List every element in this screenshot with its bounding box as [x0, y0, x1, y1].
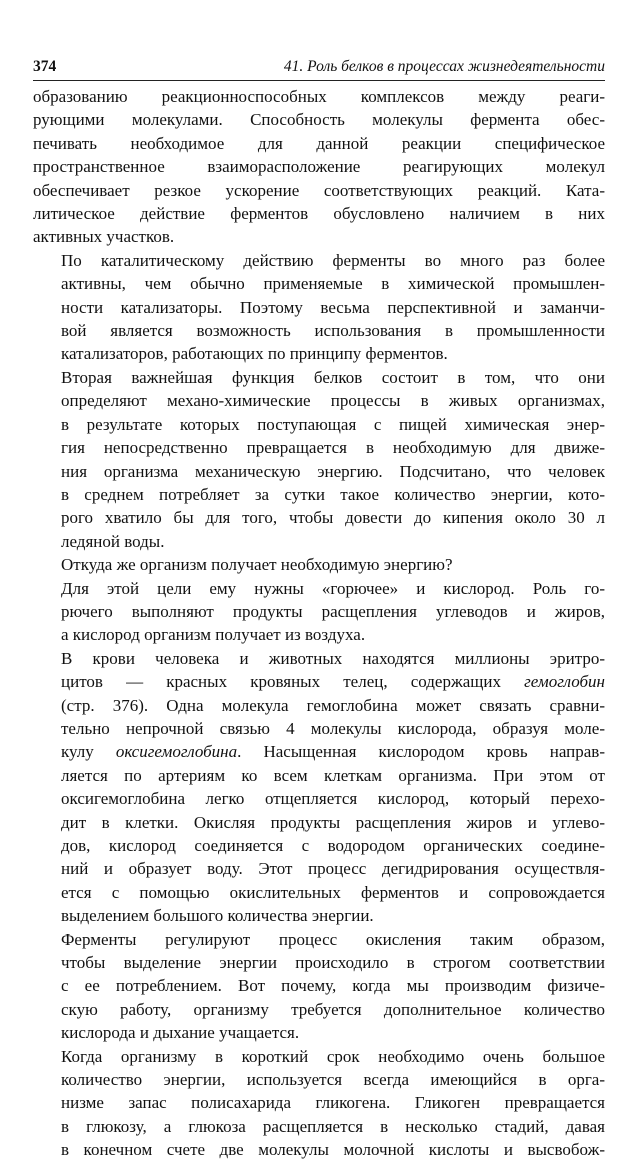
text-line [33, 834, 605, 857]
text-line [33, 179, 605, 202]
text-run: рючего выполняют продукты расщепления углеводов и жиров, [61, 601, 605, 621]
text-line [33, 553, 605, 576]
text-run: в глюкозу, а глюкоза расщепляется в несколько стадий, давая [61, 1116, 605, 1136]
paragraph [33, 85, 605, 249]
paragraph [33, 366, 605, 553]
text-line [33, 1021, 605, 1044]
text-run: Ферменты регулируют процесс окисления таким образом, [61, 929, 605, 949]
text-run: катализаторов, работающих по принципу ферментов. [61, 344, 448, 364]
running-title: 41. Роль белков в процессах жизнедеятельности [283, 58, 605, 75]
text-line [33, 647, 605, 670]
text-line [33, 1068, 605, 1091]
text-line [33, 249, 605, 272]
text-line [33, 155, 605, 178]
text-line [33, 577, 605, 600]
text-line [33, 694, 605, 717]
text-line [33, 132, 605, 155]
text-run: количество энергии, используется всегда имеющийся в орга- [61, 1070, 605, 1090]
text-line [33, 623, 605, 646]
text-line [33, 483, 605, 506]
text-line [33, 506, 605, 529]
paragraph [33, 928, 605, 1045]
text-line [33, 974, 605, 997]
page-number: 374 [33, 58, 57, 75]
text-line [33, 1115, 605, 1138]
text-line [33, 740, 605, 763]
text-line [33, 998, 605, 1021]
text-line [33, 319, 605, 342]
text-run: дов, кислород соединяется с водородом органических соедине- [61, 836, 605, 855]
paragraph [33, 1045, 605, 1162]
text-line [33, 342, 605, 365]
text-line [33, 951, 605, 974]
text-line [33, 857, 605, 880]
text-run: (стр. 376). Одна молекула гемоглобина может связать сравни- [61, 695, 605, 715]
page-header [33, 56, 605, 81]
text-run: активны, чем обычно применяемые в химической промышлен- [61, 274, 605, 294]
text-run: вой является возможность использования в промышленности [61, 321, 605, 341]
text-run: Для этой цели ему нужны «горючее» и кислород. Роль го- [61, 578, 605, 598]
text-line [33, 296, 605, 319]
text-run: образованию реакционноспособных комплексов между реаги- [33, 87, 605, 106]
paragraph [33, 647, 605, 928]
text-run: в среднем потребляет за сутки такое количество энергии, кото- [61, 484, 605, 504]
text-line [33, 225, 605, 248]
text-run: ний и образует воду. Этот процесс дегидрирования осуществля- [61, 859, 605, 879]
text-run: литическое действие ферментов обусловлено наличием в них [33, 204, 605, 224]
italic-term: оксигемоглобина [115, 742, 238, 762]
text-run: в конечном счете две молекулы молочной кислоты и высвобож- [61, 1140, 605, 1160]
text-run: печивать необходимое для данной реакции специфическое [33, 133, 605, 153]
text-line [33, 1091, 605, 1114]
text-run: ния организма механическую энергию. Подсчитано, что человек [61, 461, 605, 481]
text-line [33, 413, 605, 436]
text-line [33, 272, 605, 295]
italic-term: гемоглобин [524, 672, 605, 692]
text-run: ности катализаторы. Поэтому весьма перспективной и заманчи- [61, 297, 605, 317]
text-line [33, 670, 605, 693]
text-run: В крови человека и животных находятся миллионы эритро- [61, 648, 605, 668]
text-line [33, 717, 605, 740]
text-run: скую работу, организму требуется дополнительное количество [61, 999, 605, 1019]
text-run: активных участков. [33, 227, 175, 247]
text-run: . Насыщенная кислородом кровь направ- [237, 742, 605, 762]
text-line [33, 1045, 605, 1068]
text-line [33, 904, 605, 927]
text-run: с ее потреблением. Вот почему, когда мы производим физиче- [61, 976, 605, 996]
text-run: определяют механо-химические процессы в живых организмах, [61, 391, 605, 411]
text-run: обеспечивает резкое ускорение соответствующих реакций. Ката- [33, 180, 605, 200]
text-run: тельно непрочной связью 4 молекулы кислорода, образуя моле- [61, 718, 605, 738]
text-line [33, 85, 605, 108]
text-line [33, 811, 605, 834]
text-run: По каталитическому действию ферменты во много раз более [61, 250, 605, 270]
text-run: рующими молекулами. Способность молекулы фермента обес- [33, 110, 605, 130]
text-line [33, 530, 605, 553]
text-run: а кислород организм получает из воздуха. [61, 625, 366, 645]
text-run: ется с помощью окислительных ферментов и сопровождается [61, 882, 605, 902]
text-run: Когда организму в короткий срок необходимо очень большое [61, 1046, 605, 1066]
text-line [33, 389, 605, 412]
paragraph [33, 577, 605, 647]
text-run: рого хватило бы для того, чтобы довести до кипения около 30 л [61, 508, 605, 528]
book-page [33, 56, 605, 1162]
text-run: гия непосредственно превращается в необходимую для движе- [61, 438, 605, 458]
text-run: Вторая важнейшая функция белков состоит в том, что они [61, 367, 605, 387]
text-run: в результате которых поступающая с пищей химическая энер- [61, 414, 605, 434]
text-run: ляется по артериям ко всем клеткам организма. При этом от [61, 765, 605, 785]
text-run: выделением большого количества энергии. [61, 906, 374, 926]
text-line [33, 436, 605, 459]
text-run: кулу [61, 742, 116, 762]
body-text [33, 85, 605, 1162]
text-run: дит в клетки. Окисляя продукты расщепления жиров и углево- [61, 812, 605, 832]
text-line [33, 1138, 605, 1161]
text-line [33, 460, 605, 483]
paragraph [33, 249, 605, 366]
text-run: низме запас полисахарида гликогена. Гликоген превращается [61, 1093, 605, 1113]
text-run: Откуда же организм получает необходимую энергию? [61, 555, 453, 575]
text-line [33, 108, 605, 131]
text-line [33, 881, 605, 904]
text-line [33, 366, 605, 389]
text-run: пространственное взаиморасположение реагирующих молекул [33, 157, 605, 177]
paragraph [33, 553, 605, 576]
text-run: чтобы выделение энергии происходило в строгом соответствии [61, 953, 605, 973]
text-line [33, 764, 605, 787]
text-line [33, 787, 605, 810]
text-run: оксигемоглобина легко отщепляется кислород, который перехо- [61, 789, 605, 809]
text-run: кислорода и дыхание учащается. [61, 1023, 300, 1043]
text-run: ледяной воды. [61, 531, 165, 551]
text-line [33, 928, 605, 951]
text-line [33, 202, 605, 225]
text-line [33, 600, 605, 623]
text-run: цитов — красных кровяных телец, содержащих [61, 672, 525, 692]
